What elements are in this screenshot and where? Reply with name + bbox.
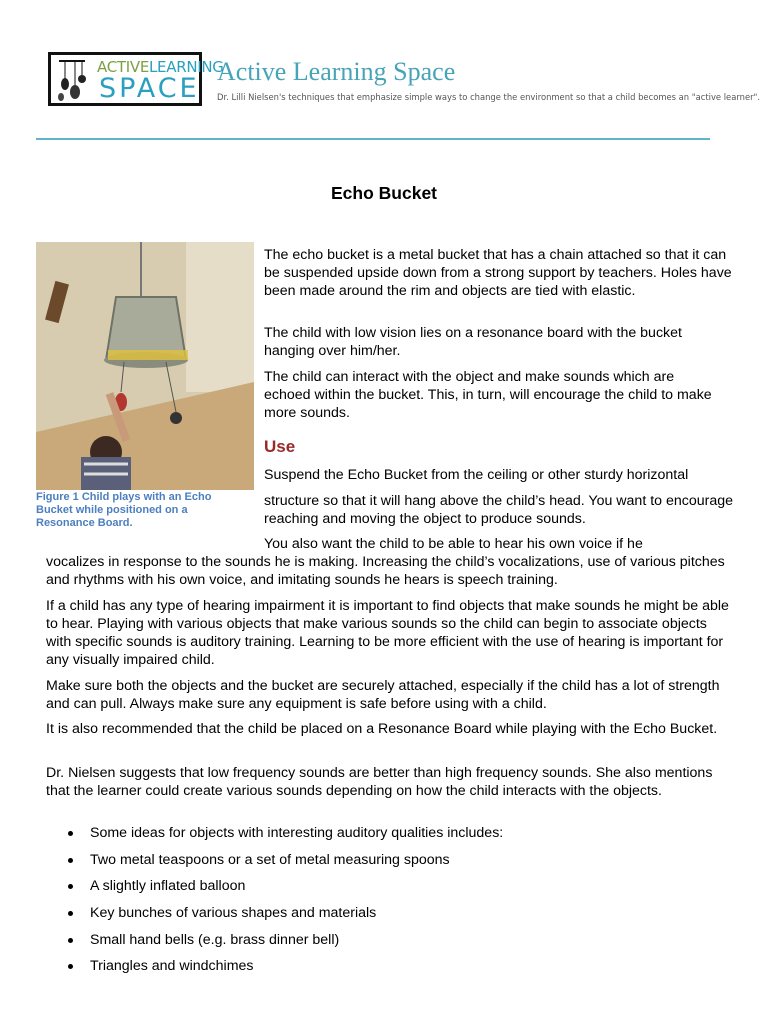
use-paragraph-3: If a child has any type of hearing impairment it is important to find objects that make sounds he might be able to hear. Playing with various objects that make various sounds so the child can begin to associate objects with specific sounds is auditory training. Learning to be more efficient with the use of hearing is important for any visually impaired child. [46,598,729,668]
intro-paragraph-1: The echo bucket is a metal bucket that has a chain attached so that it can be suspended upside down from a strong support by teachers. Holes have been made around the rim and objects are tied with elastic. [264,247,732,299]
header-divider [36,138,710,140]
use-paragraph-2a: You also want the child to be able to hear his own voice if he [264,536,643,552]
use-paragraph-6: Dr. Nielsen suggests that low frequency sounds are better than high frequency sounds. She also mentions that the learner could create various sounds depending on how the child interacts with the objects. [46,765,713,799]
list-item: Triangles and windchimes [64,957,503,984]
list-item: Key bunches of various shapes and materials [64,904,503,931]
use-paragraph-1b: structure so that it will hang above the child’s head. You want to encourage reaching and moving the object to produce sounds. [264,493,734,527]
intro-paragraph-2: The child with low vision lies on a resonance board with the bucket hanging over him/her. [264,325,682,359]
logo-text-active: ACTIVE [97,58,149,76]
list-item: A slightly inflated balloon [64,877,503,904]
use-paragraph-2b: vocalizes in response to the sounds he is making. Increasing the child’s vocalizations, use of various pitches and rhythms with his own voice, and imitating sounds he hears is speech training. [46,554,725,588]
use-paragraph-1a: Suspend the Echo Bucket from the ceiling or other sturdy horizontal [264,467,689,483]
logo-text-space: SPACE [99,73,200,104]
logo [48,52,224,106]
figure-caption: Figure 1 Child plays with an Echo Bucket while positioned on a Resonance Board. [36,491,212,529]
site-tagline: Dr. Lilli Nielsen's techniques that emphasize simple ways to change the environment so that a child becomes an "active learner". [217,92,761,102]
list-item: Two metal teaspoons or a set of metal measuring spoons [64,851,503,878]
page-title: Echo Bucket [331,183,437,203]
intro-paragraph-3: The child can interact with the object and make sounds which are echoed within the bucket. This, in turn, will encourage the child to make more sounds. [264,369,712,421]
ideas-list [64,824,503,984]
use-paragraph-4: Make sure both the objects and the bucket are securely attached, especially if the child has a lot of strength and can pull. Always make sure any equipment is safe before using with a child. [46,678,720,712]
site-title: Active Learning Space [217,57,456,86]
hanging-objects-icon [55,57,89,103]
use-paragraph-5: It is also recommended that the child be placed on a Resonance Board while playing with the Echo Bucket. [46,721,718,737]
logo-text-learning: LEARNING [149,58,224,76]
section-heading-use: Use [264,437,296,456]
list-item: Some ideas for objects with interesting auditory qualities includes: [64,824,503,851]
figure-photo [36,242,254,490]
list-item: Small hand bells (e.g. brass dinner bell) [64,931,503,958]
